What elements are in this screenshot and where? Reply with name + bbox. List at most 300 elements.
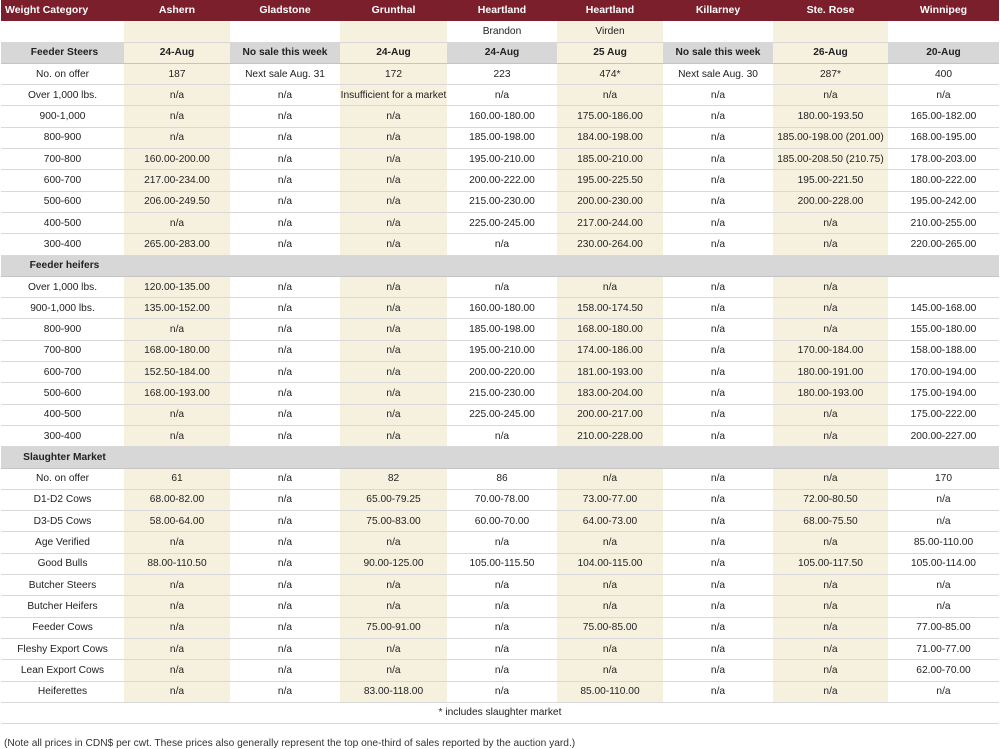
table-row — [1, 553, 999, 574]
price-cell: 168.00-193.00 — [124, 383, 230, 404]
price-cell: n/a — [888, 489, 999, 510]
price-cell: n/a — [663, 85, 773, 106]
location-cell: Virden — [557, 21, 663, 42]
location-cell — [124, 21, 230, 42]
price-cell: 200.00-222.00 — [447, 170, 557, 191]
price-cell: n/a — [888, 596, 999, 617]
table-row — [1, 106, 999, 127]
price-cell: 160.00-180.00 — [447, 298, 557, 319]
price-cell: n/a — [340, 298, 447, 319]
price-cell: 62.00-70.00 — [888, 660, 999, 681]
location-cell — [1, 21, 124, 42]
price-cell: n/a — [663, 340, 773, 361]
price-cell: n/a — [124, 638, 230, 659]
price-cell: 210.00-255.00 — [888, 212, 999, 233]
section-date: 24-Aug — [447, 42, 557, 63]
price-cell: n/a — [230, 191, 340, 212]
price-cell: n/a — [230, 489, 340, 510]
price-cell: 152.50-184.00 — [124, 362, 230, 383]
price-cell: n/a — [340, 234, 447, 255]
section-date — [663, 255, 773, 276]
price-cell: n/a — [124, 532, 230, 553]
row-label: 600-700 — [1, 362, 124, 383]
price-cell: n/a — [230, 660, 340, 681]
price-cell: n/a — [230, 596, 340, 617]
price-cell: 61 — [124, 468, 230, 489]
price-cell: 200.00-217.00 — [557, 404, 663, 425]
price-cell: n/a — [663, 149, 773, 170]
section-title: Feeder Steers — [1, 42, 124, 63]
price-cell: 77.00-85.00 — [888, 617, 999, 638]
price-cell: 200.00-228.00 — [773, 191, 888, 212]
price-cell: n/a — [340, 127, 447, 148]
price-cell: n/a — [663, 276, 773, 297]
price-cell: 181.00-193.00 — [557, 362, 663, 383]
row-label: 400-500 — [1, 212, 124, 233]
table-row — [1, 276, 999, 297]
price-cell: n/a — [340, 425, 447, 446]
price-cell: 168.00-180.00 — [557, 319, 663, 340]
section-date — [447, 255, 557, 276]
price-cell: 90.00-125.00 — [340, 553, 447, 574]
price-cell: 217.00-234.00 — [124, 170, 230, 191]
price-cell: n/a — [557, 532, 663, 553]
column-header: Killarney — [663, 0, 773, 21]
price-cell: n/a — [888, 681, 999, 702]
price-cell: n/a — [340, 149, 447, 170]
price-cell: 68.00-82.00 — [124, 489, 230, 510]
price-cell: n/a — [230, 383, 340, 404]
price-cell: 145.00-168.00 — [888, 298, 999, 319]
price-cell: 174.00-186.00 — [557, 340, 663, 361]
price-cell: n/a — [340, 212, 447, 233]
price-cell: n/a — [340, 638, 447, 659]
section-date — [340, 447, 447, 468]
price-cell: 82 — [340, 468, 447, 489]
row-label: Feeder Cows — [1, 617, 124, 638]
row-label: 500-600 — [1, 191, 124, 212]
price-cell: 220.00-265.00 — [888, 234, 999, 255]
price-cell: 180.00-191.00 — [773, 362, 888, 383]
section-date — [773, 447, 888, 468]
table-row — [1, 489, 999, 510]
price-cell: n/a — [447, 425, 557, 446]
row-label: D1-D2 Cows — [1, 489, 124, 510]
price-cell: n/a — [340, 575, 447, 596]
price-cell: n/a — [557, 468, 663, 489]
price-cell: 85.00-110.00 — [888, 532, 999, 553]
price-cell: n/a — [124, 85, 230, 106]
column-header: Heartland — [447, 0, 557, 21]
price-cell: 175.00-186.00 — [557, 106, 663, 127]
row-label: No. on offer — [1, 468, 124, 489]
section-date: 24-Aug — [340, 42, 447, 63]
price-cell: n/a — [124, 319, 230, 340]
table-row — [1, 468, 999, 489]
price-cell: n/a — [773, 276, 888, 297]
price-cell: 170.00-194.00 — [888, 362, 999, 383]
section-date: No sale this week — [230, 42, 340, 63]
price-cell: 175.00-222.00 — [888, 404, 999, 425]
price-cell: n/a — [663, 468, 773, 489]
price-cell: n/a — [124, 596, 230, 617]
table-row — [1, 681, 999, 702]
location-row — [1, 21, 999, 42]
price-cell: n/a — [447, 638, 557, 659]
price-cell: 185.00-198.00 — [447, 127, 557, 148]
price-cell: n/a — [773, 85, 888, 106]
price-cell: 168.00-195.00 — [888, 127, 999, 148]
price-cell: 195.00-221.50 — [773, 170, 888, 191]
price-cell: n/a — [230, 638, 340, 659]
price-cell: n/a — [124, 127, 230, 148]
table-row — [1, 596, 999, 617]
table-row — [1, 340, 999, 361]
price-cell: n/a — [663, 383, 773, 404]
price-cell: n/a — [230, 127, 340, 148]
section-date — [124, 447, 230, 468]
price-cell: 86 — [447, 468, 557, 489]
price-cell: 287* — [773, 63, 888, 84]
price-cell: n/a — [773, 234, 888, 255]
price-cell: n/a — [557, 85, 663, 106]
price-cell: 215.00-230.00 — [447, 191, 557, 212]
row-label: Over 1,000 lbs. — [1, 276, 124, 297]
section-date — [340, 255, 447, 276]
row-label: 300-400 — [1, 234, 124, 255]
price-cell: 83.00-118.00 — [340, 681, 447, 702]
price-cell: n/a — [124, 681, 230, 702]
row-label: Age Verified — [1, 532, 124, 553]
price-cell: 73.00-77.00 — [557, 489, 663, 510]
price-cell: Insufficient for a market — [340, 85, 447, 106]
price-cell: n/a — [340, 319, 447, 340]
table-row — [1, 404, 999, 425]
row-label: Lean Export Cows — [1, 660, 124, 681]
price-cell: n/a — [773, 298, 888, 319]
price-cell: 195.00-242.00 — [888, 191, 999, 212]
price-cell: n/a — [230, 149, 340, 170]
table-row — [1, 575, 999, 596]
cattle-market-table — [1, 0, 999, 724]
row-label: Fleshy Export Cows — [1, 638, 124, 659]
table-row — [1, 638, 999, 659]
price-cell: 105.00-115.50 — [447, 553, 557, 574]
section-title: Slaughter Market — [1, 447, 124, 468]
price-cell: n/a — [124, 617, 230, 638]
price-cell: n/a — [447, 596, 557, 617]
column-header: Gladstone — [230, 0, 340, 21]
section-header-row — [1, 255, 999, 276]
price-cell: n/a — [773, 596, 888, 617]
price-cell: n/a — [340, 170, 447, 191]
price-cell: n/a — [447, 575, 557, 596]
row-label: 600-700 — [1, 170, 124, 191]
table-row — [1, 383, 999, 404]
column-header: Weight Category — [1, 0, 124, 21]
price-cell: 75.00-85.00 — [557, 617, 663, 638]
price-cell: 170 — [888, 468, 999, 489]
section-date — [773, 255, 888, 276]
section-header-row — [1, 42, 999, 63]
section-date: No sale this week — [663, 42, 773, 63]
price-cell: n/a — [447, 85, 557, 106]
footnote: * includes slaughter market — [1, 702, 999, 723]
row-label: Butcher Heifers — [1, 596, 124, 617]
price-cell: n/a — [773, 638, 888, 659]
row-label: 900-1,000 lbs. — [1, 298, 124, 319]
price-cell: n/a — [663, 170, 773, 191]
column-header: Winnipeg — [888, 0, 999, 21]
section-date — [888, 255, 999, 276]
price-cell: n/a — [230, 553, 340, 574]
price-cell: n/a — [124, 212, 230, 233]
price-cell: n/a — [230, 170, 340, 191]
price-cell: 175.00-194.00 — [888, 383, 999, 404]
price-cell: 184.00-198.00 — [557, 127, 663, 148]
price-cell: n/a — [557, 276, 663, 297]
price-cell: n/a — [447, 234, 557, 255]
header-row — [1, 0, 999, 21]
table-row — [1, 298, 999, 319]
price-cell: 200.00-230.00 — [557, 191, 663, 212]
row-label: No. on offer — [1, 63, 124, 84]
price-cell: 200.00-220.00 — [447, 362, 557, 383]
price-cell: n/a — [773, 575, 888, 596]
price-cell: 180.00-222.00 — [888, 170, 999, 191]
section-date — [447, 447, 557, 468]
table-row — [1, 425, 999, 446]
table-row — [1, 617, 999, 638]
table-row — [1, 660, 999, 681]
price-cell: n/a — [230, 575, 340, 596]
price-cell: 178.00-203.00 — [888, 149, 999, 170]
row-label: D3-D5 Cows — [1, 511, 124, 532]
price-cell: 75.00-91.00 — [340, 617, 447, 638]
price-cell: n/a — [124, 660, 230, 681]
price-cell — [888, 276, 999, 297]
price-cell: n/a — [773, 681, 888, 702]
row-label: 700-800 — [1, 340, 124, 361]
price-cell: 217.00-244.00 — [557, 212, 663, 233]
price-cell: n/a — [447, 681, 557, 702]
price-cell: 210.00-228.00 — [557, 425, 663, 446]
price-cell: 223 — [447, 63, 557, 84]
section-header-row — [1, 447, 999, 468]
location-cell — [773, 21, 888, 42]
section-date — [230, 447, 340, 468]
price-cell: 85.00-110.00 — [557, 681, 663, 702]
location-cell — [663, 21, 773, 42]
price-cell: n/a — [888, 511, 999, 532]
price-cell: n/a — [230, 340, 340, 361]
price-cell: 180.00-193.50 — [773, 106, 888, 127]
table-row — [1, 191, 999, 212]
price-cell: n/a — [340, 340, 447, 361]
price-cell: 64.00-73.00 — [557, 511, 663, 532]
section-date: 24-Aug — [124, 42, 230, 63]
table-row — [1, 170, 999, 191]
price-cell: n/a — [124, 425, 230, 446]
price-cell: 68.00-75.50 — [773, 511, 888, 532]
price-cell: n/a — [340, 596, 447, 617]
price-cell: 215.00-230.00 — [447, 383, 557, 404]
price-cell: n/a — [773, 425, 888, 446]
price-cell: n/a — [447, 660, 557, 681]
price-cell: Next sale Aug. 31 — [230, 63, 340, 84]
price-cell: 104.00-115.00 — [557, 553, 663, 574]
price-cell: n/a — [663, 575, 773, 596]
price-cell: n/a — [557, 575, 663, 596]
price-cell: n/a — [124, 404, 230, 425]
table-row — [1, 234, 999, 255]
price-cell: 230.00-264.00 — [557, 234, 663, 255]
section-date — [230, 255, 340, 276]
row-label: 300-400 — [1, 425, 124, 446]
price-cell: n/a — [663, 127, 773, 148]
price-cell: n/a — [663, 425, 773, 446]
price-cell: 160.00-180.00 — [447, 106, 557, 127]
price-cell: n/a — [230, 404, 340, 425]
price-cell: n/a — [663, 660, 773, 681]
price-cell: 400 — [888, 63, 999, 84]
price-cell: n/a — [663, 617, 773, 638]
table-row — [1, 85, 999, 106]
price-cell: n/a — [663, 404, 773, 425]
price-cell: 160.00-200.00 — [124, 149, 230, 170]
price-cell: n/a — [124, 575, 230, 596]
table-row — [1, 127, 999, 148]
price-cell: 60.00-70.00 — [447, 511, 557, 532]
price-cell: n/a — [663, 234, 773, 255]
price-cell: n/a — [340, 362, 447, 383]
price-cell: n/a — [230, 319, 340, 340]
price-cell: 105.00-114.00 — [888, 553, 999, 574]
footnote-row — [1, 702, 999, 723]
price-cell: n/a — [230, 85, 340, 106]
price-cell: n/a — [447, 276, 557, 297]
price-cell: n/a — [773, 468, 888, 489]
price-cell: 165.00-182.00 — [888, 106, 999, 127]
location-cell — [340, 21, 447, 42]
price-cell: n/a — [230, 468, 340, 489]
price-cell: 183.00-204.00 — [557, 383, 663, 404]
section-date — [888, 447, 999, 468]
price-cell: 135.00-152.00 — [124, 298, 230, 319]
price-cell: n/a — [773, 660, 888, 681]
price-cell: n/a — [340, 532, 447, 553]
location-cell — [888, 21, 999, 42]
table-row — [1, 511, 999, 532]
section-date: 25 Aug — [557, 42, 663, 63]
column-header: Ste. Rose — [773, 0, 888, 21]
price-cell: n/a — [230, 681, 340, 702]
price-cell: n/a — [340, 383, 447, 404]
price-cell: 88.00-110.50 — [124, 553, 230, 574]
price-cell: 105.00-117.50 — [773, 553, 888, 574]
table-row — [1, 362, 999, 383]
price-cell: 120.00-135.00 — [124, 276, 230, 297]
table-row — [1, 63, 999, 84]
price-cell: 185.00-208.50 (210.75) — [773, 149, 888, 170]
price-cell: n/a — [447, 532, 557, 553]
price-cell: 168.00-180.00 — [124, 340, 230, 361]
price-cell: n/a — [230, 532, 340, 553]
column-header: Grunthal — [340, 0, 447, 21]
price-cell: 195.00-210.00 — [447, 340, 557, 361]
price-cell: n/a — [663, 489, 773, 510]
price-cell: 58.00-64.00 — [124, 511, 230, 532]
price-cell: n/a — [888, 575, 999, 596]
row-label: Butcher Steers — [1, 575, 124, 596]
price-cell: 195.00-210.00 — [447, 149, 557, 170]
price-note: (Note all prices in CDN$ per cwt. These prices also generally represent the top one-third of sales reported by the auction yard.) — [4, 738, 576, 749]
table-row — [1, 212, 999, 233]
price-cell: n/a — [340, 106, 447, 127]
row-label: 700-800 — [1, 149, 124, 170]
row-label: Good Bulls — [1, 553, 124, 574]
price-cell: Next sale Aug. 30 — [663, 63, 773, 84]
row-label: Over 1,000 lbs. — [1, 85, 124, 106]
price-cell: n/a — [557, 596, 663, 617]
table-row — [1, 319, 999, 340]
price-cell: 72.00-80.50 — [773, 489, 888, 510]
section-date — [663, 447, 773, 468]
price-cell: n/a — [663, 681, 773, 702]
row-label: 400-500 — [1, 404, 124, 425]
price-cell: 187 — [124, 63, 230, 84]
price-cell: n/a — [663, 298, 773, 319]
price-cell: 225.00-245.00 — [447, 404, 557, 425]
price-cell: 158.00-174.50 — [557, 298, 663, 319]
row-label: 800-900 — [1, 127, 124, 148]
section-date: 20-Aug — [888, 42, 999, 63]
price-cell: 71.00-77.00 — [888, 638, 999, 659]
price-cell: 185.00-198.00 (201.00) — [773, 127, 888, 148]
price-cell: n/a — [663, 362, 773, 383]
price-cell: n/a — [230, 106, 340, 127]
row-label: 500-600 — [1, 383, 124, 404]
price-cell: n/a — [663, 191, 773, 212]
price-cell: n/a — [230, 511, 340, 532]
price-cell: 180.00-193.00 — [773, 383, 888, 404]
price-cell: 158.00-188.00 — [888, 340, 999, 361]
price-cell: n/a — [230, 425, 340, 446]
price-cell: n/a — [340, 660, 447, 681]
table-row — [1, 149, 999, 170]
price-cell: n/a — [230, 212, 340, 233]
price-cell: n/a — [773, 212, 888, 233]
table-body — [1, 0, 999, 724]
price-cell: n/a — [773, 319, 888, 340]
price-cell: 474* — [557, 63, 663, 84]
price-cell: 195.00-225.50 — [557, 170, 663, 191]
price-cell: n/a — [340, 191, 447, 212]
price-cell: 265.00-283.00 — [124, 234, 230, 255]
column-header: Ashern — [124, 0, 230, 21]
row-label: 900-1,000 — [1, 106, 124, 127]
price-cell: n/a — [124, 106, 230, 127]
price-cell: 65.00-79.25 — [340, 489, 447, 510]
price-cell: n/a — [340, 276, 447, 297]
row-label: 800-900 — [1, 319, 124, 340]
price-cell: 70.00-78.00 — [447, 489, 557, 510]
row-label: Heiferettes — [1, 681, 124, 702]
section-title: Feeder heifers — [1, 255, 124, 276]
price-cell: n/a — [663, 319, 773, 340]
price-cell: n/a — [340, 404, 447, 425]
section-date — [557, 255, 663, 276]
